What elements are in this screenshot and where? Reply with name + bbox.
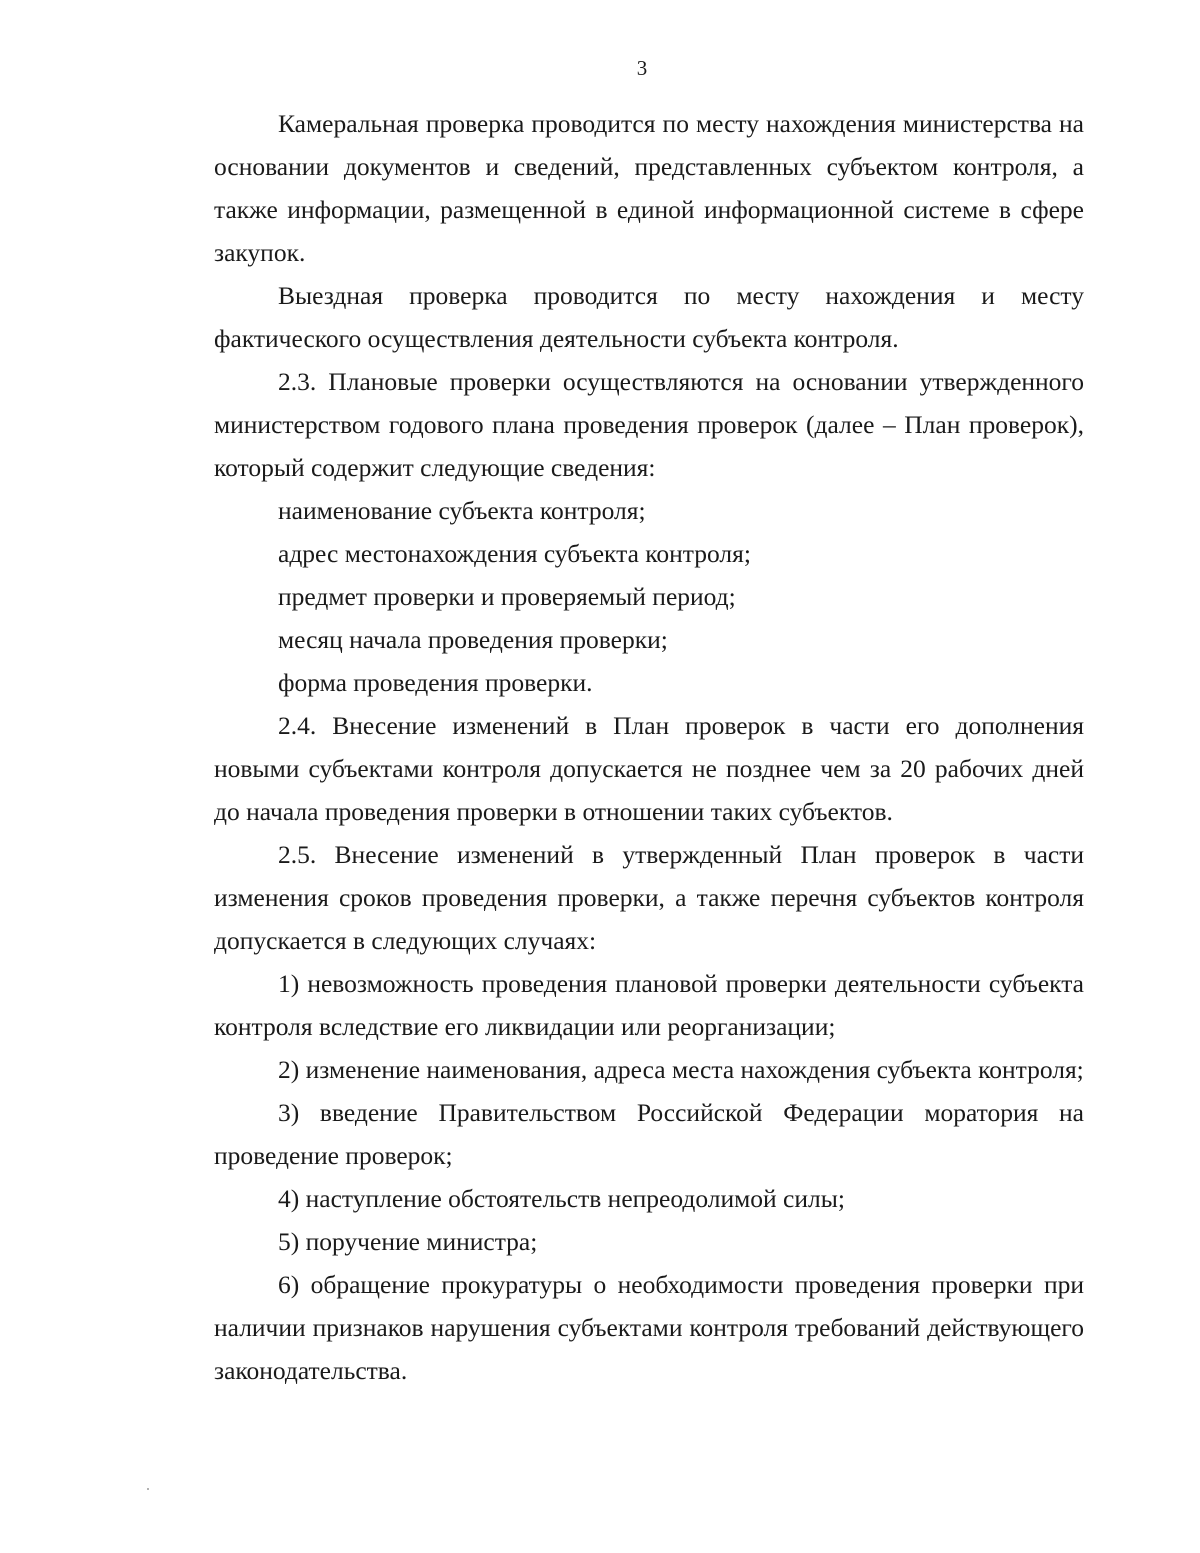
- list-item-case-4: 4) наступление обстоятельств непреодолимой силы;: [278, 1184, 845, 1213]
- list-item-case-3: 3) введение Правительством Российской Федерации моратория на проведение проверок;: [214, 1098, 1084, 1170]
- paragraph-desk-audit: Камеральная проверка проводится по месту нахождения министерства на основании документов и сведений, представленных субъектом контроля, а также информации, размещенной в единой информационной системе в сфере закупок.: [214, 109, 1084, 267]
- list-item-case-2: 2) изменение наименования, адреса места нахождения субъекта контроля;: [278, 1055, 1084, 1084]
- list-item-case-6: 6) обращение прокуратуры о необходимости проведения проверки при наличии признаков нарушения субъектами контроля требований действующего законодательства.: [214, 1270, 1084, 1385]
- list-item-audit-subject: предмет проверки и проверяемый период;: [278, 582, 736, 611]
- list-item-subject-name: наименование субъекта контроля;: [278, 496, 646, 525]
- document-body: [214, 102, 1084, 1392]
- paragraph-2-3: 2.3. Плановые проверки осуществляются на основании утвержденного министерством годового плана проведения проверок (далее – План проверок), который содержит следующие сведения:: [214, 367, 1084, 482]
- scan-speck: [147, 1488, 149, 1490]
- list-item-case-1: 1) невозможность проведения плановой проверки деятельности субъекта контроля вследствие его ликвидации или реорганизации;: [214, 969, 1084, 1041]
- paragraph-field-audit: Выездная проверка проводится по месту нахождения и месту фактического осуществления деятельности субъекта контроля.: [214, 281, 1084, 353]
- list-item-case-5: 5) поручение министра;: [278, 1227, 538, 1256]
- list-item-subject-address: адрес местонахождения субъекта контроля;: [278, 539, 751, 568]
- page-number: 3: [636, 56, 648, 80]
- paragraph-2-4: 2.4. Внесение изменений в План проверок в части его дополнения новыми субъектами контроля допускается не позднее чем за 20 рабочих дней до начала проведения проверки в отношении таких субъектов.: [214, 711, 1084, 826]
- list-item-start-month: месяц начала проведения проверки;: [278, 625, 668, 654]
- paragraph-2-5: 2.5. Внесение изменений в утвержденный План проверок в части изменения сроков проведения проверки, а также перечня субъектов контроля допускается в следующих случаях:: [214, 840, 1084, 955]
- list-item-audit-form: форма проведения проверки.: [278, 668, 593, 697]
